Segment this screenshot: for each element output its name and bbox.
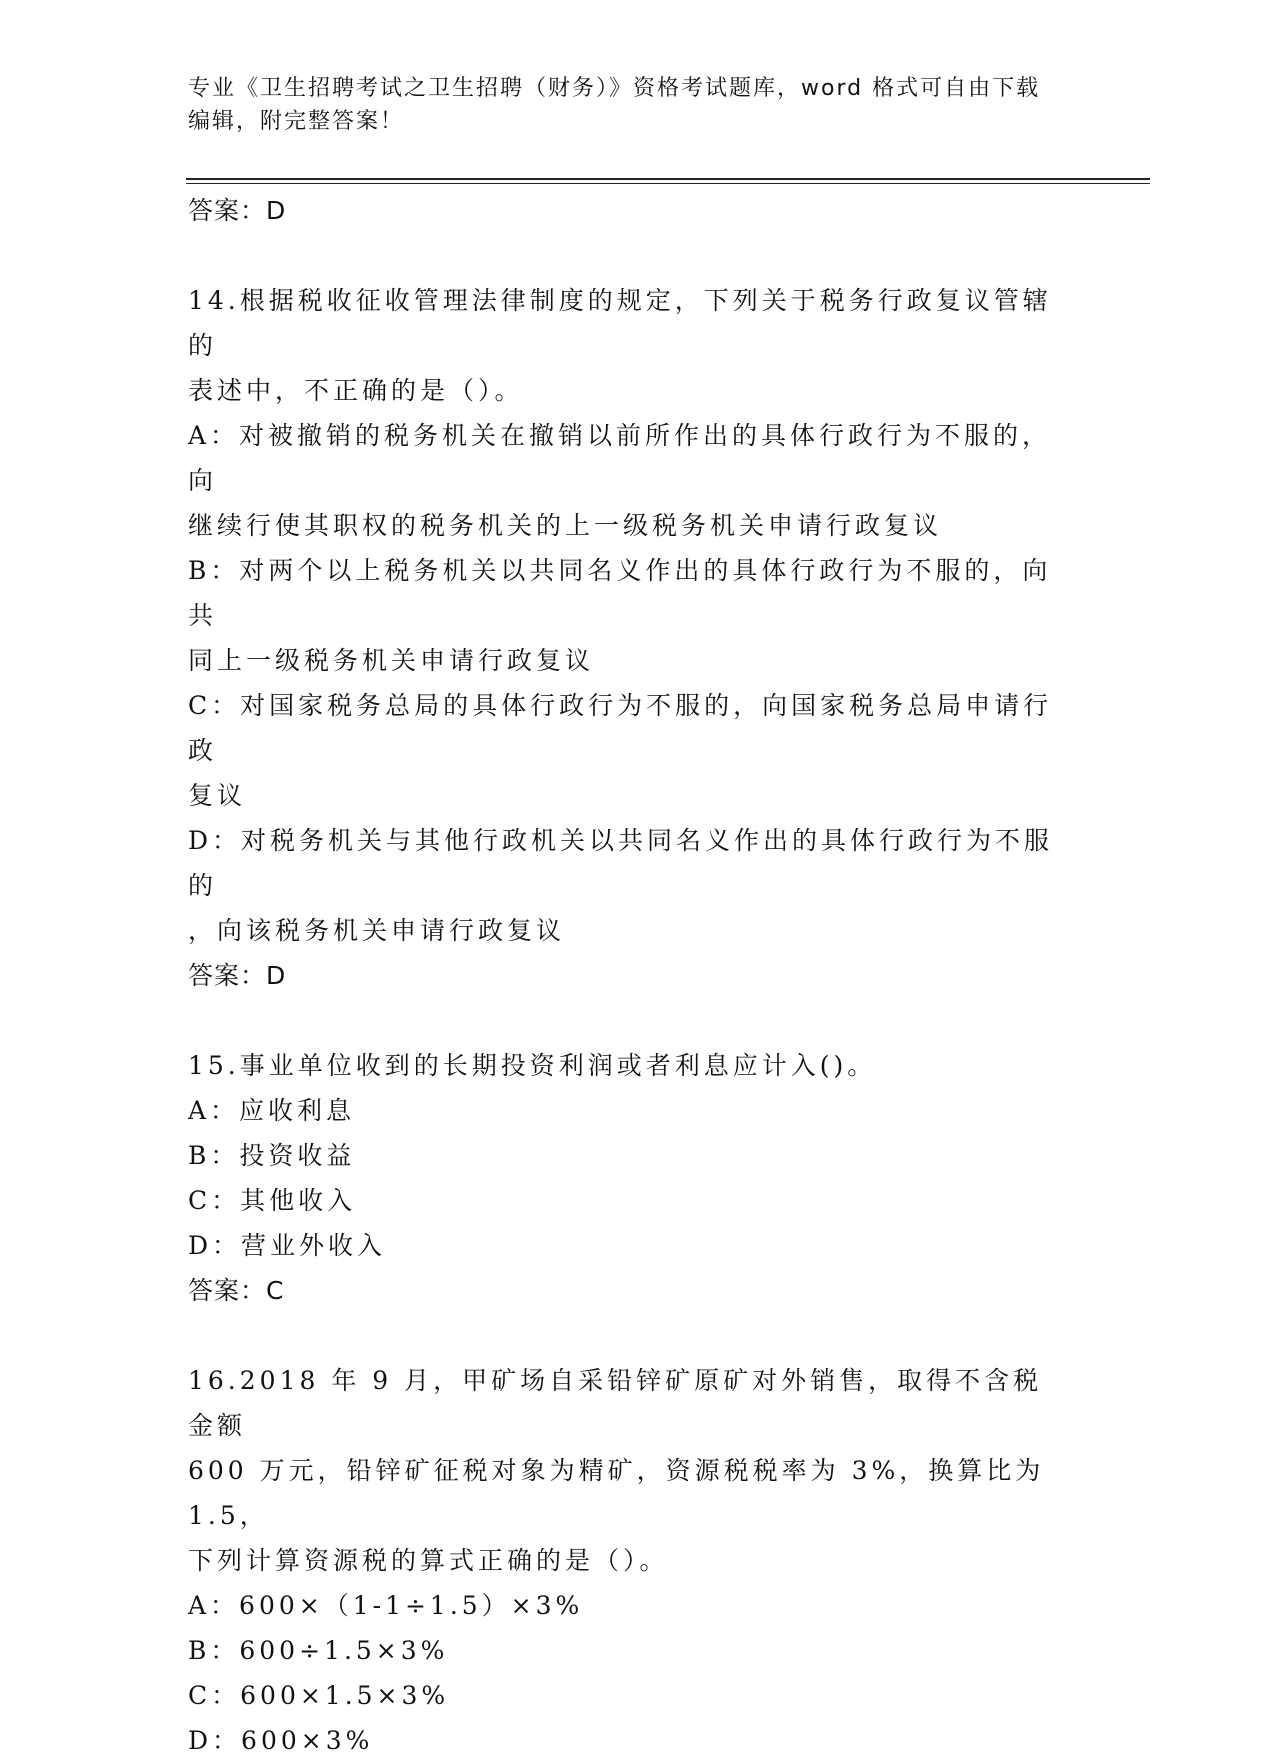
option-b-line: B：投资收益 (188, 1141, 356, 1170)
option-d-line: D：营业外收入 (188, 1231, 387, 1260)
option-d-line: D：600×3% (188, 1726, 374, 1755)
option-a-line: A：对被撤销的税务机关在撤销以前所作出的具体行政行为不服的，向 (188, 421, 1052, 495)
question-stem-line: 下列计算资源税的算式正确的是（）。 (188, 1546, 669, 1575)
answer-15: 答案：C (188, 1276, 285, 1305)
option-d-line: ，向该税务机关申请行政复议 (188, 916, 566, 945)
question-14 (188, 278, 1068, 999)
option-c-line: C：对国家税务总局的具体行政行为不服的，向国家税务总局申请行政 (188, 691, 1053, 765)
option-c-line: 复议 (188, 781, 247, 810)
header-line-1: 专业《卫生招聘考试之卫生招聘（财务）》资格考试题库，word 格式可自由下载 (188, 76, 1041, 101)
spacer (188, 1314, 1068, 1358)
question-stem-line: 600 万元，铅锌矿征税对象为精矿，资源税税率为 3%，换算比为 1.5， (188, 1456, 1045, 1530)
option-d-line: D：对税务机关与其他行政机关以共同名义作出的具体行政行为不服的 (188, 826, 1054, 900)
question-stem-line: 15.事业单位收到的长期投资利润或者利息应计入()。 (188, 1051, 877, 1080)
question-stem-line: 16.2018 年 9 月，甲矿场自采铅锌矿原矿对外销售，取得不含税金额 (188, 1366, 1043, 1440)
option-b-line: B：对两个以上税务机关以共同名义作出的具体行政行为不服的，向共 (188, 556, 1052, 630)
option-b-line: 同上一级税务机关申请行政复议 (188, 646, 595, 675)
question-15 (188, 1043, 1068, 1314)
header-rule (186, 178, 1150, 180)
option-c-line: C：其他收入 (188, 1186, 357, 1215)
option-a-line: A：应收利息 (188, 1096, 356, 1125)
spacer (188, 999, 1068, 1043)
document-header (188, 72, 1068, 138)
question-stem-line: 表述中，不正确的是（）。 (188, 376, 524, 405)
option-a-line: A：600×（1-1÷1.5）×3% (188, 1591, 584, 1620)
header-rule-thin (186, 183, 1150, 184)
option-b-line: B：600÷1.5×3% (188, 1636, 449, 1665)
header-line-2: 编辑，附完整答案！ (188, 109, 405, 134)
answer-14: 答案：D (188, 961, 287, 990)
answer-previous: 答案：D (188, 196, 287, 225)
spacer (188, 234, 1068, 278)
question-stem-line: 14.根据税收征收管理法律制度的规定，下列关于税务行政复议管辖的 (188, 286, 1052, 360)
document-body (188, 188, 1068, 1763)
question-16 (188, 1358, 1068, 1763)
option-a-line: 继续行使其职权的税务机关的上一级税务机关申请行政复议 (188, 511, 943, 540)
option-c-line: C：600×1.5×3% (188, 1681, 450, 1710)
